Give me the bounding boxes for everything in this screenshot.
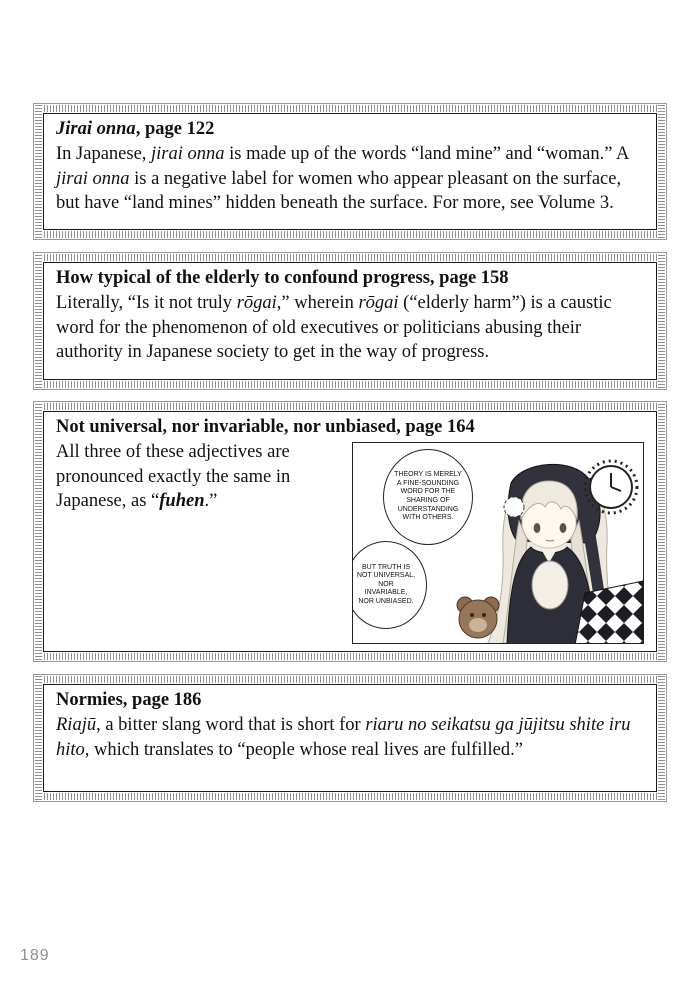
page-number: 189 [20,947,50,964]
hatch-border-left [35,254,42,388]
note-body: Literally, “Is it not truly rōgai,” wherein rōgai (“elderly harm”) is a caustic word for the phenomenon of old executives or politicians abusing their authority in Japanese society to get in the way of progress. [56,293,612,362]
note-content [43,262,657,380]
note-title: How typical of the elderly to confound progress, page 158 [56,268,509,288]
note-content [43,684,657,792]
character-illustration [453,443,643,644]
speech-bubble-theory [383,449,473,545]
note-title: Jirai onna, page 122 [56,119,215,139]
note-body: In Japanese, jirai onna is made up of the words “land mine” and “woman.” A jirai onna is a negative label for women who appear pleasant on the surface, but have “land mines” hidden beneath the surface. For more, see Volume 3. [56,144,629,213]
hatch-border-top [35,254,665,261]
hatch-border-right [658,105,665,238]
note-body: All three of these adjectives are pronounced exactly the same in Japanese, as “fuhen.” [56,442,291,511]
note-title: Not universal, nor invariable, nor unbiased, page 164 [56,417,475,437]
speech-bubble-text: THEORY IS MERELY A FINE-SOUNDING WORD FOR THE SHARING OF UNDERSTANDING WITH OTHERS. [394,471,462,522]
hatch-border-top [35,403,665,410]
note-box-fuhen [33,401,667,662]
hatch-border-left [35,676,42,800]
hatch-border-top [35,676,665,683]
hatch-border-bottom [35,381,665,388]
hatch-border-left [35,403,42,660]
hatch-border-bottom [35,231,665,238]
note-content [43,411,657,652]
hatch-border-bottom [35,653,665,660]
character-eye-left [534,523,541,533]
hatch-border-right [658,676,665,800]
flower-ornament [504,497,524,517]
clock-ornament-icon [585,461,637,513]
note-box-normies [33,674,667,802]
hatch-border-right [658,403,665,660]
speech-bubble-text: BUT TRUTH IS NOT UNIVERSAL, NOR INVARIABLE, NOR UNBIASED. [356,563,416,605]
note-content [43,113,657,230]
hatch-border-left [35,105,42,238]
character-eye-right [560,523,567,533]
hatch-border-right [658,254,665,388]
hatch-border-bottom [35,793,665,800]
speech-bubble-truth [352,541,427,629]
note-box-jirai-onna [33,103,667,240]
note-body: Riajū, a bitter slang word that is short for riaru no seikatsu ga jūjitsu shite iru hito, which translates to “people whose real lives are fulfilled.” [56,715,631,760]
manga-panel [352,442,644,644]
hatch-border-top [35,105,665,112]
note-box-rogai [33,252,667,390]
dress-apron [532,561,568,609]
note-title: Normies, page 186 [56,690,202,710]
